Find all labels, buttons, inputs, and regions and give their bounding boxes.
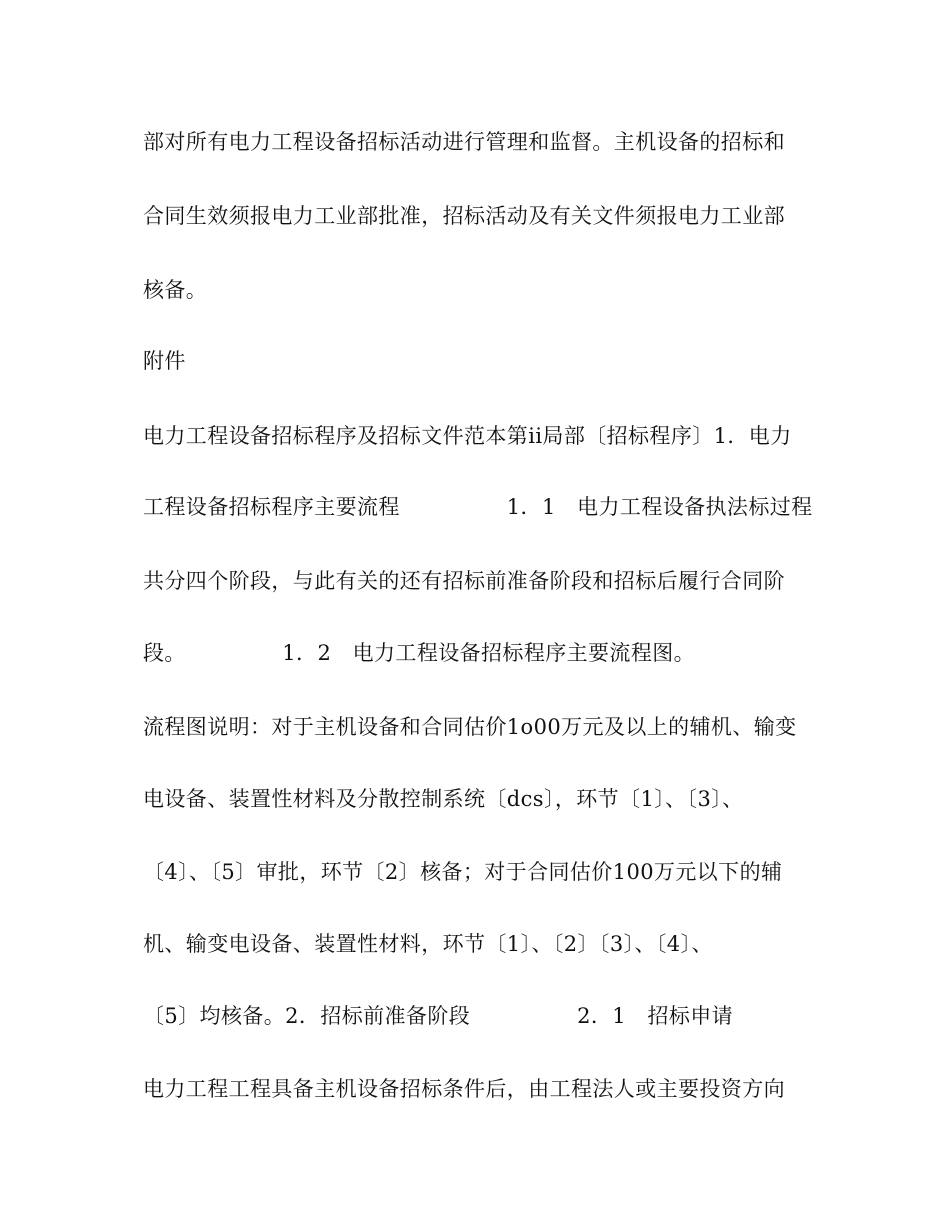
paragraph-line: 部对所有电力工程设备招标活动进行管理和监督。主机设备的招标和 bbox=[143, 130, 785, 154]
paragraph-line: 电力工程设备招标程序及招标文件范本第ii局部〔招标程序〕1．电力 bbox=[143, 424, 792, 448]
paragraph-line: 合同生效须报电力工业部批准，招标活动及有关文件须报电力工业部 bbox=[143, 204, 785, 228]
paragraph-line: 〔4〕、〔5〕审批，环节〔2〕核备；对于合同估价100万元以下的辅 bbox=[143, 860, 783, 884]
paragraph-line: 流程图说明：对于主机设备和合同估价1o00万元及以上的辅机、输变 bbox=[143, 715, 797, 739]
paragraph-line: 〔5〕均核备。2．招标前准备阶段 2．1 招标申请 bbox=[143, 1004, 734, 1028]
paragraph-line: 共分四个阶段，与此有关的还有招标前准备阶段和招标后履行合同阶 bbox=[143, 569, 785, 593]
paragraph-line: 电设备、装置性材料及分散控制系统〔dcs〕，环节〔1〕、〔3〕、 bbox=[143, 787, 744, 811]
paragraph-line: 电力工程工程具备主机设备招标条件后，由工程法人或主要投资方向 bbox=[143, 1077, 785, 1101]
paragraph-line: 核备。 bbox=[143, 278, 208, 302]
paragraph-line: 工程设备招标程序主要流程 1．1 电力工程设备执法标过程 bbox=[143, 495, 813, 519]
paragraph-line: 段。 1．2 电力工程设备招标程序主要流程图。 bbox=[143, 641, 696, 665]
attachment-heading: 附件 bbox=[143, 349, 186, 373]
paragraph-line: 机、输变电设备、装置性材料，环节〔1〕、〔2〕〔3〕、〔4〕、 bbox=[143, 932, 713, 956]
